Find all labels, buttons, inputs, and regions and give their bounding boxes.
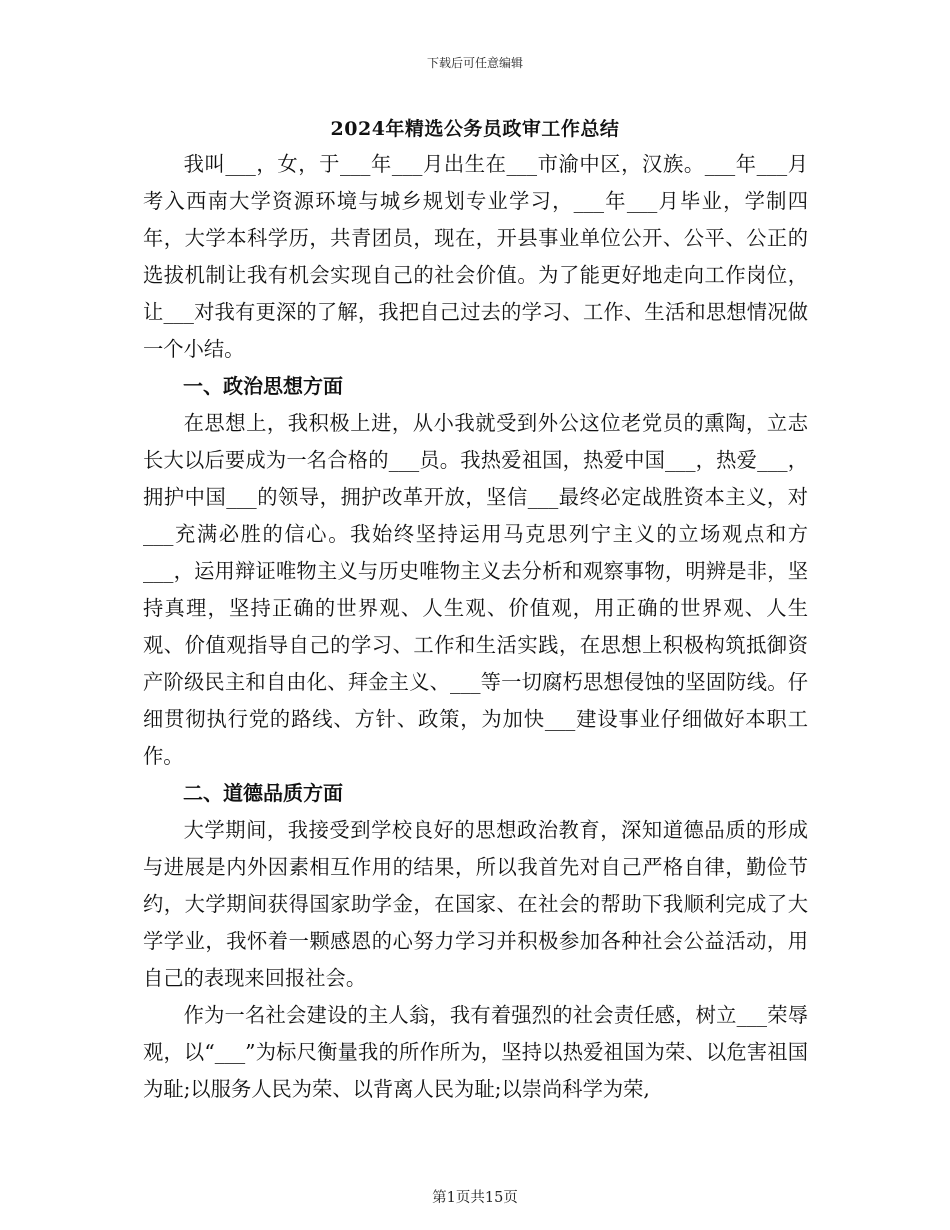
moral-paragraph-1: 大学期间，我接受到学校良好的思想政治教育，深知道德品质的形成与进展是内外因素相互作用的结果，所以我首先对自己严格自律，勤俭节约，大学期间获得国家助学金，在国家、在社会的帮助下我顺利完成了大学学业，我怀着一颗感恩的心努力学习并积极参加各种社会公益活动，用自己的表现来回报社会。 bbox=[143, 818, 808, 990]
political-paragraph: 在思想上，我积极上进，从小我就受到外公这位老党员的熏陶，立志长大以后要成为一名合格的___员。我热爱祖国，热爱中国___，热爱___，拥护中国___的领导，拥护改革开放，坚信___最终必定战胜资本主义，对___充满必胜的信心。我始终坚持运用马克思列宁主义的立场观点和方___，运用辩证唯物主义与历史唯物主义去分析和观察事物，明辨是非，坚持真理，坚持正确的世界观、人生观、价值观，用正确的世界观、人生观、价值观指导自己的学习、工作和生活实践，在思想上积极构筑抵御资产阶级民主和自由化、拜金主义、___等一切腐朽思想侵蚀的坚固防线。仔细贯彻执行党的路线、方针、政策，为加快___建设事业仔细做好本职工作。 bbox=[143, 411, 808, 768]
page-header-note: 下载后可任意编辑 bbox=[426, 56, 523, 70]
intro-paragraph: 我叫___，女，于___年___月出生在___市渝中区，汉族。___年___月考入西南大学资源环境与城乡规划专业学习，___年___月毕业，学制四年，大学本科学历，共青团员，现在，开县事业单位公开、公平、公正的选拔机制让我有机会实现自己的社会价值。为了能更好地走向工作岗位，让___对我有更深的了解，我把自己过去的学习、工作、生活和思想情况做一个小结。 bbox=[143, 152, 808, 361]
moral-paragraph-2: 作为一名社会建设的主人翁，我有着强烈的社会责任感，树立___荣辱观，以“___”为标尺衡量我的所作所为，坚持以热爱祖国为荣、以危害祖国为耻;以服务人民为荣、以背离人民为耻;以崇尚科学为荣, bbox=[143, 1003, 808, 1101]
section-heading-moral: 二、道德品质方面 bbox=[183, 781, 343, 805]
document-body bbox=[143, 146, 808, 1108]
page-number-footer: 第1页共15页 bbox=[432, 1190, 518, 1206]
section-heading-political: 一、政治思想方面 bbox=[183, 374, 343, 398]
document-title: 2024年精选公务员政审工作总结 bbox=[330, 118, 620, 140]
